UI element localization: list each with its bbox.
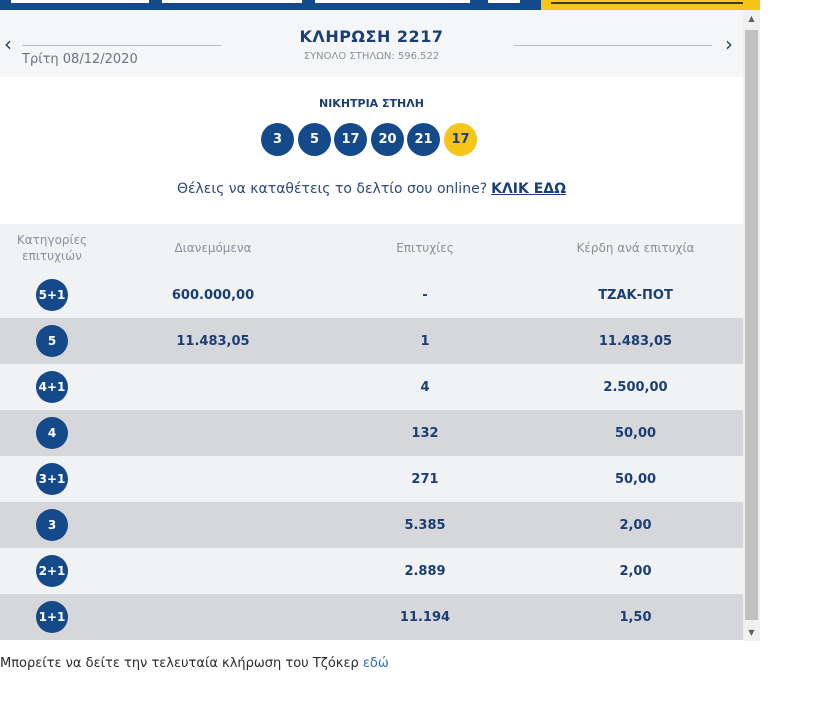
- cell-winners: 4: [420, 379, 430, 395]
- promo-link[interactable]: ΚΛΙΚ ΕΔΩ: [491, 181, 567, 197]
- prev-draw-arrow-icon[interactable]: ‹: [4, 32, 12, 56]
- scroll-down-icon[interactable]: ▼: [748, 628, 755, 637]
- cell-prize: 2,00: [619, 563, 652, 579]
- vertical-scrollbar[interactable]: [743, 10, 760, 641]
- total-columns: ΣΥΝΟΛΟ ΣΤΗΛΩΝ: 596.522: [303, 51, 440, 62]
- table-row: [0, 318, 743, 364]
- table-row: [0, 502, 743, 548]
- cell-category: [0, 502, 104, 548]
- cell-category: [0, 410, 104, 456]
- category-badge: 5+1: [36, 279, 68, 311]
- winning-numbers: [261, 123, 481, 157]
- cell-prize: 2,00: [619, 517, 652, 533]
- header-distributed: Διανεμόμενα: [174, 241, 252, 255]
- cell-distributed: 11.483,05: [176, 333, 250, 349]
- winning-number-ball: 17: [334, 123, 367, 156]
- online-promo: [0, 181, 743, 197]
- header-prize: Κέρδη ανά επιτυχία: [576, 241, 695, 255]
- cell-prize: 11.483,05: [598, 333, 673, 349]
- draw-date: Τρίτη 08/12/2020: [22, 52, 138, 67]
- table-row: [0, 272, 743, 318]
- cell-winners: 271: [411, 471, 439, 487]
- cell-category: [0, 318, 104, 364]
- top-select-3[interactable]: [315, 0, 470, 3]
- cell-category: [0, 456, 104, 502]
- cell-category: [0, 548, 104, 594]
- cell-category: [0, 594, 104, 640]
- cell-category: [0, 272, 104, 318]
- cell-winners: 2.889: [404, 563, 446, 579]
- cell-winners: -: [422, 287, 428, 303]
- winning-number-ball: 3: [261, 123, 294, 156]
- cell-distributed: 600.000,00: [171, 287, 255, 303]
- footer-text: Μπορείτε να δείτε την τελευταία κλήρωση του Τζόκερ: [0, 656, 359, 671]
- draw-title: ΚΛΗΡΩΣΗ 2217: [299, 27, 444, 46]
- cell-prize: ΤΖΑΚ-ΠΟΤ: [598, 287, 673, 303]
- cell-category: [0, 364, 104, 410]
- category-badge: 3+1: [36, 463, 68, 495]
- cell-distributed: [104, 410, 322, 456]
- cell-prize: 2.500,00: [603, 379, 668, 395]
- top-action-button[interactable]: [541, 0, 760, 10]
- category-badge: 4+1: [36, 371, 68, 403]
- cell-prize: 50,00: [614, 425, 657, 441]
- header-winners: Επιτυχίες: [396, 241, 454, 255]
- cell-winners: 1: [420, 333, 430, 349]
- next-draw-arrow-icon[interactable]: ›: [725, 32, 733, 56]
- winning-number-ball: 20: [371, 123, 404, 156]
- cell-distributed: [104, 548, 322, 594]
- table-row: [0, 410, 743, 456]
- cell-distributed: [104, 594, 322, 640]
- category-badge: 5: [36, 325, 68, 357]
- scroll-thumb[interactable]: [745, 30, 758, 620]
- table-row: [0, 548, 743, 594]
- category-badge: 3: [36, 509, 68, 541]
- scroll-up-icon[interactable]: ▲: [748, 14, 755, 23]
- cell-distributed: [104, 456, 322, 502]
- footer-link[interactable]: εδώ: [362, 656, 389, 671]
- category-badge: 1+1: [36, 601, 68, 633]
- draw-header: [0, 10, 743, 77]
- cell-prize: 50,00: [614, 471, 657, 487]
- category-badge: 4: [36, 417, 68, 449]
- joker-number-ball: 17: [444, 123, 477, 156]
- cell-winners: 11.194: [399, 609, 451, 625]
- top-action-underline: [551, 2, 743, 4]
- footer-note: [0, 656, 389, 671]
- category-badge: 2+1: [36, 555, 68, 587]
- top-select-1[interactable]: [11, 0, 149, 3]
- winning-column-label: ΝΙΚΗΤΡΙΑ ΣΤΗΛΗ: [319, 97, 424, 110]
- top-search-button[interactable]: [488, 0, 520, 3]
- cell-distributed: [104, 502, 322, 548]
- table-header: [0, 224, 743, 272]
- header-category: Κατηγορίες επιτυχιών: [16, 233, 88, 263]
- winning-number-ball: 21: [407, 123, 440, 156]
- table-row: [0, 594, 743, 640]
- results-frame: [0, 10, 743, 641]
- top-select-2[interactable]: [162, 0, 302, 3]
- table-row: [0, 456, 743, 502]
- table-row: [0, 364, 743, 410]
- promo-text: Θέλεις να καταθέτεις το δελτίο σου online?: [176, 181, 488, 197]
- top-navigation-bar: [0, 0, 541, 10]
- cell-winners: 5.385: [404, 517, 446, 533]
- winning-number-ball: 5: [298, 123, 331, 156]
- cell-winners: 132: [411, 425, 439, 441]
- cell-distributed: [104, 364, 322, 410]
- cell-prize: 1,50: [619, 609, 652, 625]
